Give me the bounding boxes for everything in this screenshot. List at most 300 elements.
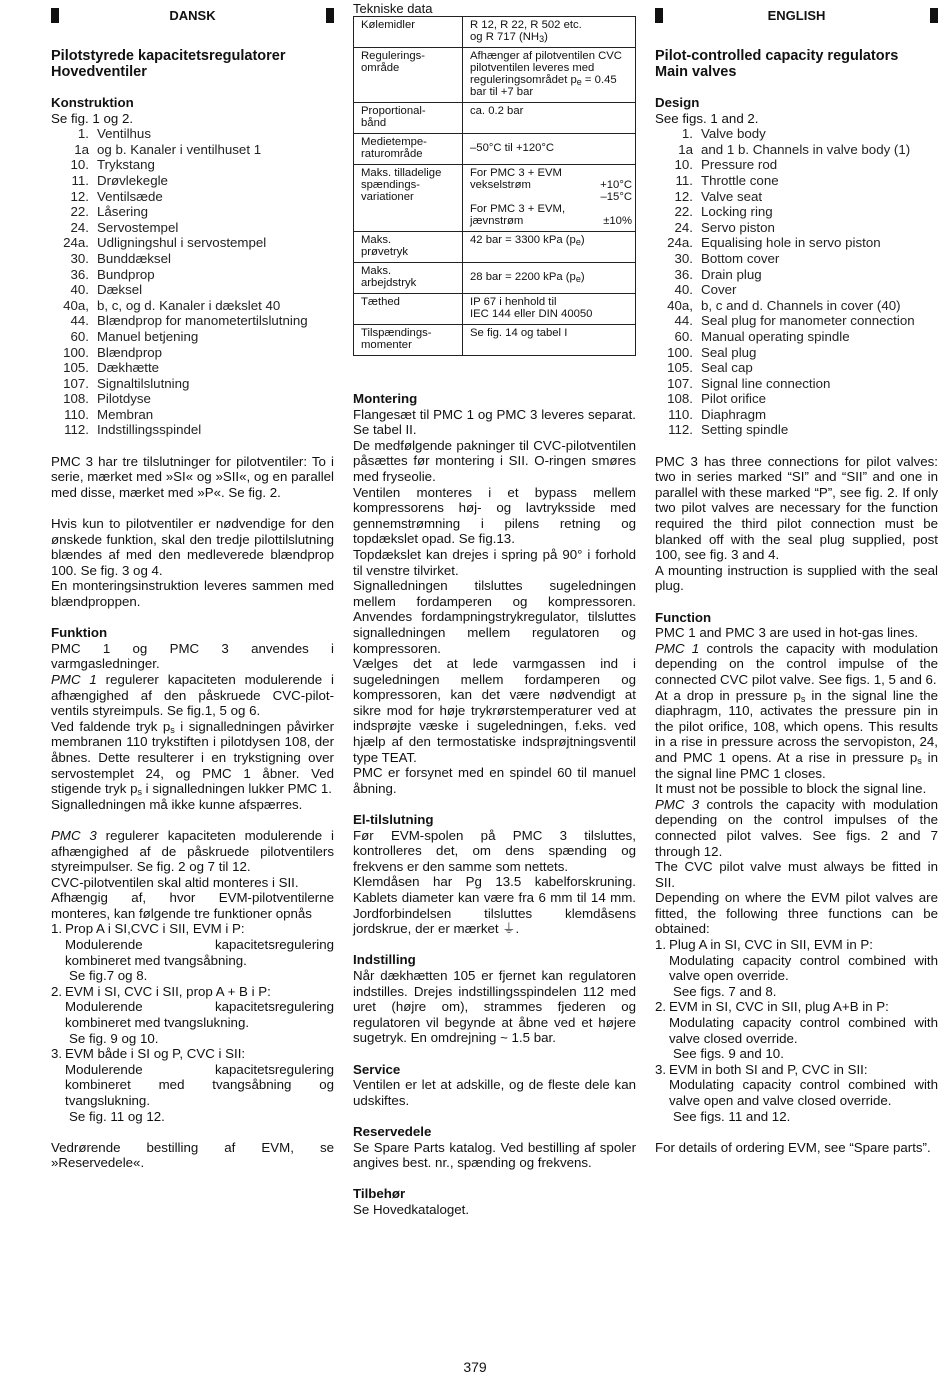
reg-label xyxy=(354,48,463,103)
work-value-b: ) xyxy=(580,271,585,283)
list-item xyxy=(51,1046,334,1124)
mount-p2: De medfølgende pakninger til CVC-pilotventilen påsættes før montering i SII. O-ringen smøres med fryseolie. xyxy=(353,437,636,484)
list-item xyxy=(51,235,334,251)
accessories-heading: Tilbehør xyxy=(353,1186,406,1202)
spares-heading: Reservedele xyxy=(353,1123,432,1139)
list-item xyxy=(655,220,938,236)
part-number: 1. xyxy=(681,126,693,142)
english-para-mount: A mounting instruction is supplied with the seal plug. xyxy=(655,562,938,594)
part-number: 40a, xyxy=(63,297,89,313)
dansk-f2-rest: regulerer kapaciteten modulerende i afhængighed af den påskruede CVC-pilot-ventils styreimpuls. Se fig.1, 5 og 6. xyxy=(51,671,334,719)
work-value-a: 28 bar = 2200 kPa (p xyxy=(470,271,576,283)
option-body xyxy=(65,921,334,983)
dansk-banner-label: DANSK xyxy=(59,8,326,23)
part-number: 1a xyxy=(678,141,693,157)
dansk-f3 xyxy=(51,719,334,797)
mount-p6: Vælges det at lede varmgassen ind i sugeledningen mellem fordamperen og kompressoren, kan det være nødvendigt at sikre mod for høje trykrørstemperaturer ved at indsprøjte væske i sugeledningen, f.eks. ved hjælp af den termostatiske indsprøjtningsventil type TEAT. xyxy=(353,656,636,765)
english-f6: The CVC pilot valve must always be fitted in SII. xyxy=(655,859,938,890)
dansk-f5 xyxy=(51,828,334,875)
option-body xyxy=(669,937,938,999)
option-ref: See figs. 11 and 12. xyxy=(673,1108,791,1124)
part-number: 30. xyxy=(70,250,89,266)
english-f3-a: At a drop in pressure p xyxy=(655,687,801,703)
part-number: 30. xyxy=(674,250,693,266)
refrigerants-v2sub: 3 xyxy=(539,34,545,44)
table-row xyxy=(354,134,636,165)
part-number: 1. xyxy=(77,126,89,142)
volt-dc-val: ±10% xyxy=(603,215,632,227)
part-number: 24a. xyxy=(63,235,89,251)
part-text: Seal plug xyxy=(701,344,757,360)
part-text: Blændprop for manometertilslutning xyxy=(97,313,308,329)
dansk-para-blank: Hvis kun to pilotventiler er nødvendige for den ønskede funktion, skal den tredje pilottilslutning blændes af med den medleverede blændprop 100. Se fig. 3 og 4. xyxy=(51,516,334,578)
table-row xyxy=(354,325,636,356)
list-item xyxy=(51,407,334,423)
part-text: Throttle cone xyxy=(701,172,779,188)
table-row xyxy=(354,17,636,48)
part-number: 107. xyxy=(667,375,693,391)
list-item xyxy=(655,329,938,345)
volt-label xyxy=(354,165,463,232)
option-head: EVM både i SI og P, CVC i SII: xyxy=(65,1046,246,1062)
part-text: Seal plug for manometer connection xyxy=(701,313,915,329)
part-text: Ventilsæde xyxy=(97,188,163,204)
option-ref: Se fig. 9 og 10. xyxy=(69,1030,159,1046)
list-item xyxy=(655,1062,938,1124)
list-item xyxy=(655,157,938,173)
part-number: 112. xyxy=(64,422,89,438)
work-label-2: arbejdstryk xyxy=(361,277,417,289)
part-text: Pilot orifice xyxy=(701,391,767,407)
part-number: 112. xyxy=(668,422,693,438)
volt-ac-row xyxy=(470,179,632,191)
refrigerants-value xyxy=(463,17,636,48)
english-design-ref: See figs. 1 and 2. xyxy=(655,110,759,126)
table-row xyxy=(354,294,636,325)
part-number: 44. xyxy=(70,313,89,329)
list-item xyxy=(655,407,938,423)
list-item xyxy=(655,251,938,267)
dansk-f6: CVC-pilotventilen skal altid monteres i SII. xyxy=(51,874,299,890)
list-item xyxy=(51,173,334,189)
part-number: 100. xyxy=(63,344,89,360)
part-number: 22. xyxy=(70,204,89,220)
english-ordering: For details of ordering EVM, see “Spare parts”. xyxy=(655,1139,931,1155)
option-head: Prop A i SI,CVC i SII, EVM i P: xyxy=(65,921,245,937)
reg-value-a: Afhænger af pilotventilen CVC pilotventilen leveres med reguleringsområdet p xyxy=(470,50,622,86)
seal-value-2: IEC 144 eller DIN 40050 xyxy=(470,308,593,320)
mount-p5: Signalledningen tilsluttes sugeledningen mellem fordamperen og kompressoren. Anvendes fordampningstrykregulator, tilsluttes signalledningen mellem regulatoren og kompressoren. xyxy=(353,578,636,656)
english-banner xyxy=(655,8,938,23)
part-text: Seal cap xyxy=(701,360,753,376)
dansk-f3-sub2: s xyxy=(137,787,142,798)
part-text: Membran xyxy=(97,406,154,422)
test-value-sub: e xyxy=(575,237,581,247)
mid-body xyxy=(353,391,636,1217)
tech-data-table xyxy=(353,16,636,356)
list-item xyxy=(655,298,938,314)
list-item xyxy=(51,126,334,142)
english-f4: It must not be possible to block the signal line. xyxy=(655,781,927,797)
prop-label-2: bånd xyxy=(361,117,387,129)
option-head: EVM in SI, CVC in SII, plug A+B in P: xyxy=(669,999,889,1015)
part-text: Signal line connection xyxy=(701,375,831,391)
dansk-f3-a: Ved faldende tryk p xyxy=(51,718,171,734)
dansk-f2 xyxy=(51,672,334,719)
list-item xyxy=(51,345,334,361)
volt-label-3: variationer xyxy=(361,191,414,203)
part-text: Drain plug xyxy=(701,266,762,282)
list-item xyxy=(51,376,334,392)
list-item xyxy=(655,235,938,251)
table-row xyxy=(354,232,636,263)
dansk-f7: Afhængig af, hvor EVM-pilotventilerne monteres, kan følgende tre funktioner opnås xyxy=(51,890,334,921)
english-f7: Depending on where the EVM pilot valves are fitted, the following three functions can be obtained: xyxy=(655,890,938,937)
test-value-a: 42 bar = 3300 kPa (p xyxy=(470,234,576,246)
english-title xyxy=(655,48,938,80)
list-item xyxy=(655,142,938,158)
refrigerants-v2b: ) xyxy=(544,31,548,43)
refrigerants-value-2 xyxy=(470,31,632,43)
service-heading: Service xyxy=(353,1061,401,1077)
volt-value xyxy=(463,165,636,232)
mount-p4: Topdækslet kan drejes i spring på 90° i forhold til venstre tilvirket. xyxy=(353,546,636,578)
part-number: 22. xyxy=(674,204,693,220)
list-item xyxy=(51,251,334,267)
option-body: Modulating capacity control combined with valve closed override. xyxy=(669,1015,938,1046)
list-item xyxy=(655,189,938,205)
conn-label-2: momenter xyxy=(361,339,412,351)
page-number: 379 xyxy=(463,1359,487,1375)
english-body xyxy=(655,95,938,1155)
list-item xyxy=(51,298,334,314)
part-text: Dækhætte xyxy=(97,360,160,376)
part-number: 11. xyxy=(71,172,89,188)
option-number: 1. xyxy=(51,921,63,937)
english-f2 xyxy=(655,641,938,688)
option-number: 3. xyxy=(51,1046,63,1062)
media-label-2: raturområde xyxy=(361,148,423,160)
english-f5-italic: PMC 3 xyxy=(655,796,700,812)
media-value: –50°C til +120°C xyxy=(463,134,636,165)
list-item xyxy=(655,267,938,283)
dansk-title-line1: Pilotstyrede kapacitetsregulatorer xyxy=(51,48,286,64)
option-ref: Se fig. 11 og 12. xyxy=(69,1108,165,1124)
test-value-b: ) xyxy=(580,234,585,246)
part-text: Equalising hole in servo piston xyxy=(701,235,881,251)
list-item xyxy=(51,204,334,220)
dansk-title xyxy=(51,48,334,80)
dansk-body xyxy=(51,95,334,1171)
list-item xyxy=(51,267,334,283)
part-number: 110. xyxy=(668,406,693,422)
tech-caption: Tekniske data xyxy=(353,1,433,16)
table-row xyxy=(354,103,636,134)
part-number: 36. xyxy=(70,266,89,282)
part-number: 44. xyxy=(674,313,693,329)
option-head: Plug A in SI, CVC in SII, EVM in P: xyxy=(669,937,873,953)
list-item xyxy=(51,142,334,158)
accessories-p1: Se Hovedkataloget. xyxy=(353,1201,470,1217)
part-number: 105. xyxy=(667,360,693,376)
english-function-heading: Function xyxy=(655,609,712,625)
list-item xyxy=(655,376,938,392)
set-p1: Når dækhætten 105 er fjernet kan regulatoren indstilles. Drejes indstillingsspindelen 112 med uret (højre om), strammes fjederen og regulatoren vil begynde at åbne ved et højere sugetryk. En omdrejning ~ 1.5 bar. xyxy=(353,967,636,1046)
dansk-parts-list xyxy=(51,126,334,438)
english-design-heading: Design xyxy=(655,95,700,110)
part-text: Signaltilslutning xyxy=(97,375,190,391)
dansk-f3-b: i signalledningen påvirker membranen 110 trykstiften i pilotdysen 108, der åbnes. Dette resulterer i en trykstigning over servostemplet 24, og PMC 1 åbner. Ved stigende tryk p xyxy=(51,718,334,797)
volt-dc-2: jævnstrøm xyxy=(470,215,524,227)
dansk-construction-ref: Se fig. 1 og 2. xyxy=(51,110,134,126)
dansk-function-heading: Funktion xyxy=(51,625,108,641)
el-heading: El-tilslutning xyxy=(353,812,434,828)
part-text: Setting spindle xyxy=(701,422,789,438)
reg-label-2: område xyxy=(361,62,400,74)
dansk-options-list xyxy=(51,921,334,1124)
part-text: Pilotdyse xyxy=(97,391,151,407)
conn-label-1: Tilspændings- xyxy=(361,327,432,339)
option-number: 3. xyxy=(655,1061,667,1077)
work-value xyxy=(463,263,636,294)
option-body: Modulerende kapacitetsregulering kombineret med tvangsåbning og tvangslukning. xyxy=(65,1061,334,1108)
table-row xyxy=(354,165,636,232)
list-item xyxy=(655,422,938,438)
dansk-f2-italic: PMC 1 xyxy=(51,671,97,687)
part-number: 10. xyxy=(674,157,693,173)
seal-value-1: IP 67 i henhold til xyxy=(470,296,557,308)
part-text: Valve seat xyxy=(701,188,763,204)
list-item xyxy=(51,282,334,298)
part-text: Ventilhus xyxy=(97,126,151,142)
list-item xyxy=(51,422,334,438)
dansk-f4: Signalledningen må ikke kunne afspærres. xyxy=(51,796,303,812)
media-label xyxy=(354,134,463,165)
reg-label-1: Regulerings- xyxy=(361,50,426,62)
list-item xyxy=(51,313,334,329)
list-item xyxy=(51,391,334,407)
refrigerants-value-1: R 12, R 22, R 502 etc. xyxy=(470,19,582,31)
part-text: og b. Kanaler i ventilhuset 1 xyxy=(97,141,262,157)
el-p2: Klemdåsen har Pg 13.5 kabelforskruning. Kablets diameter kan være fra 6 mm til 14 mm. Jordforbindelsen tilsluttes klemdåsens jordskrue, der er mærket ⏚. xyxy=(353,874,636,937)
part-number: 1a xyxy=(74,141,89,157)
part-number: 12. xyxy=(674,188,693,204)
list-item xyxy=(655,937,938,999)
english-f3-sub: s xyxy=(800,693,806,704)
part-number: 108. xyxy=(667,391,693,407)
prop-label xyxy=(354,103,463,134)
part-number: 60. xyxy=(70,328,89,344)
english-f3-b: in the signal line the diaphragm, 110, activates the pressure pin in the pilot orifice, 108, which opens. This results in a rise in pressure across the servopiston, 24, and PMC 1 opens. At a rise in pressure p xyxy=(655,687,938,765)
option-head: EVM i SI, CVC i SII, prop A + B i P: xyxy=(65,983,271,999)
option-ref: See figs. 7 and 8. xyxy=(673,983,777,999)
list-item xyxy=(51,157,334,173)
part-number: 107. xyxy=(63,375,89,391)
dansk-title-line2: Hovedventiler xyxy=(51,64,147,80)
english-options-list xyxy=(655,937,938,1124)
part-text: Indstillingsspindel xyxy=(97,422,202,438)
part-text: Diaphragm xyxy=(701,406,767,422)
option-ref: See figs. 9 and 10. xyxy=(673,1046,784,1062)
option-number: 1. xyxy=(655,937,667,953)
english-f2-italic: PMC 1 xyxy=(655,640,700,656)
list-item xyxy=(655,204,938,220)
option-body: Modulating capacity control combined with valve open and valve closed override. xyxy=(669,1077,938,1108)
table-row xyxy=(354,263,636,294)
mount-heading: Montering xyxy=(353,391,418,406)
el-p1: Før EVM-spolen på PMC 3 tilsluttes, kontrolleres det, om dens spænding og frekvens er den samme som nettets. xyxy=(353,827,636,874)
option-body xyxy=(669,1062,938,1124)
volt-dc-row xyxy=(470,215,632,227)
list-item xyxy=(655,282,938,298)
list-item xyxy=(51,360,334,376)
volt-ac-1: For PMC 3 + EVM xyxy=(470,167,562,179)
part-number: 24. xyxy=(674,219,693,235)
mount-p7: PMC er forsynet med en spindel 60 til manuel åbning. xyxy=(353,765,636,796)
volt-dc-1: For PMC 3 + EVM, xyxy=(470,203,566,215)
refrigerants-v2a: og R 717 (NH xyxy=(470,31,540,43)
part-number: 108. xyxy=(63,391,89,407)
part-number: 12. xyxy=(70,188,89,204)
reg-value-b: = 0.45 bar til +7 bar xyxy=(470,74,617,98)
part-number: 110. xyxy=(64,406,89,422)
test-value xyxy=(463,232,636,263)
test-label-1: Maks. xyxy=(361,234,392,246)
list-item xyxy=(655,126,938,142)
dansk-banner xyxy=(51,8,334,23)
list-item xyxy=(51,189,334,205)
conn-label xyxy=(354,325,463,356)
english-f3-c: in the signal line PMC 1 closes. xyxy=(655,749,938,781)
volt-ac-2: vekselstrøm xyxy=(470,179,531,191)
list-item xyxy=(51,220,334,236)
part-text: Bottom cover xyxy=(701,250,780,266)
part-number: 40. xyxy=(674,282,693,298)
part-text: b, c and d. Channels in cover (40) xyxy=(701,297,901,313)
mount-p1: Flangesæt til PMC 1 og PMC 3 leveres separat. Se tabel II. xyxy=(353,406,636,438)
dansk-para-connections: PMC 3 har tre tilslutninger for pilotventiler: To i serie, mærket med »SI« og »SII«, og en parallel med disse, mærket med »P«. Se fig. 2. xyxy=(51,453,334,500)
list-item xyxy=(655,360,938,376)
part-text: Drøvlekegle xyxy=(97,172,168,188)
seal-value xyxy=(463,294,636,325)
part-number: 100. xyxy=(667,344,693,360)
list-item xyxy=(655,313,938,329)
option-body: Modulerende kapacitetsregulering kombineret med tvangsåbning. xyxy=(65,937,334,968)
seal-label: Tæthed xyxy=(354,294,463,325)
part-text: Dæksel xyxy=(97,282,143,298)
option-number: 2. xyxy=(655,999,667,1015)
option-number: 2. xyxy=(51,983,63,999)
english-f3 xyxy=(655,688,938,782)
list-item xyxy=(655,345,938,361)
work-label-1: Maks. xyxy=(361,265,392,277)
part-text: Bundprop xyxy=(97,266,155,282)
option-head: EVM in both SI and P, CVC in SII: xyxy=(669,1061,868,1077)
part-number: 10. xyxy=(70,157,89,173)
english-f5-rest: controls the capacity with modulation depending on the control impulses of the connected pilot valves. See figs. 2 and 7 through 12. xyxy=(655,796,938,859)
part-number: 11. xyxy=(675,172,693,188)
part-number: 24a. xyxy=(667,235,693,251)
list-item xyxy=(655,391,938,407)
dansk-f3-sub: s xyxy=(170,724,175,735)
english-parts-list xyxy=(655,126,938,438)
part-text: Servostempel xyxy=(97,219,179,235)
part-text: Manuel betjening xyxy=(97,328,199,344)
prop-label-1: Proportional- xyxy=(361,105,426,117)
part-number: 60. xyxy=(674,328,693,344)
part-number: 40a, xyxy=(667,297,693,313)
list-item xyxy=(51,921,334,983)
prop-value: ca. 0.2 bar xyxy=(463,103,636,134)
refrigerants-label: Kølemidler xyxy=(354,17,463,48)
english-title-line1: Pilot-controlled capacity regulators xyxy=(655,48,899,64)
english-f5 xyxy=(655,797,938,859)
part-number: 40. xyxy=(70,282,89,298)
english-f1: PMC 1 and PMC 3 are used in hot-gas lines. xyxy=(655,625,919,641)
dansk-construction-heading: Konstruktion xyxy=(51,95,134,110)
test-label xyxy=(354,232,463,263)
part-text: Locking ring xyxy=(701,204,773,220)
option-ref: Se fig.7 og 8. xyxy=(69,968,148,984)
dansk-ordering: Vedrørende bestilling af EVM, se »Reservedele«. xyxy=(51,1139,334,1171)
english-title-line2: Main valves xyxy=(655,64,737,80)
media-label-1: Medietempe- xyxy=(361,136,427,148)
part-text: Pressure rod xyxy=(701,157,778,173)
spares-p1: Se Spare Parts katalog. Ved bestilling af spoler angives best. nr., spænding og frekvens. xyxy=(353,1139,636,1171)
english-f2-rest: controls the capacity with modulation depending on the control impulse of the connected CVC pilot valve. See figs. 1, 5 and 6. xyxy=(655,640,938,687)
part-text: Servo piston xyxy=(701,219,775,235)
test-label-2: prøvetryk xyxy=(361,246,409,258)
list-item xyxy=(51,984,334,1046)
part-text: Blændprop xyxy=(97,344,163,360)
list-item xyxy=(655,173,938,189)
dansk-f5-rest: regulerer kapaciteten modulerende i afhængighed af de påskruede pilotventilers styreimpulser. Se fig. 2 og 7 til 12. xyxy=(51,827,334,875)
option-body: Modulating capacity control combined with valve open override. xyxy=(669,952,938,984)
part-text: Trykstang xyxy=(97,157,155,173)
part-text: Låsering xyxy=(97,204,149,220)
english-banner-label: ENGLISH xyxy=(663,8,930,23)
english-para-connections: PMC 3 has three connections for pilot valves: two in series marked “SI” and “SII” and one in parallel with these marked “P”, see fig. 2. If only two pilot valves are necessary for the function required the third pilot connection must be blanked off with the seal plug supplied, post 100, see fig. 3 and 4. xyxy=(655,453,938,563)
conn-value: Se fig. 14 og tabel I xyxy=(463,325,636,356)
list-item xyxy=(51,329,334,345)
english-f3-sub2: s xyxy=(917,755,922,766)
set-heading: Indstilling xyxy=(353,952,416,968)
option-body xyxy=(65,984,334,1046)
reg-value xyxy=(463,48,636,103)
work-value-sub: e xyxy=(575,274,581,284)
reg-value-sub: e xyxy=(576,77,582,87)
work-label xyxy=(354,263,463,294)
option-body xyxy=(65,1046,334,1124)
table-row xyxy=(354,48,636,103)
part-number: 105. xyxy=(63,360,89,376)
part-number: 24. xyxy=(70,219,89,235)
volt-label-2: spændings- xyxy=(361,179,421,191)
option-body: Modulerende kapacitetsregulering kombineret med tvangslukning. xyxy=(65,999,334,1031)
dansk-f1: PMC 1 og PMC 3 anvendes i varmgasledninger. xyxy=(51,640,334,672)
mount-p3: Ventilen monteres i et bypass mellem kompressorens høj- og lavtryksside med gennemstrømning i pilens retning og topdækslet opad. Se fig.13. xyxy=(353,484,636,547)
option-body xyxy=(669,999,938,1061)
volt-ac-plus: +10°C xyxy=(600,179,632,191)
list-item xyxy=(655,999,938,1061)
part-number: 36. xyxy=(674,266,693,282)
part-text: Bunddæksel xyxy=(97,250,171,266)
volt-ac-minus: –15°C xyxy=(600,191,632,203)
part-text: b, c, og d. Kanaler i dækslet 40 xyxy=(97,297,281,313)
service-p1: Ventilen er let at adskille, og de fleste dele kan udskiftes. xyxy=(353,1077,636,1108)
part-text: Udligningshul i servostempel xyxy=(97,235,267,251)
part-text: Cover xyxy=(701,282,737,298)
